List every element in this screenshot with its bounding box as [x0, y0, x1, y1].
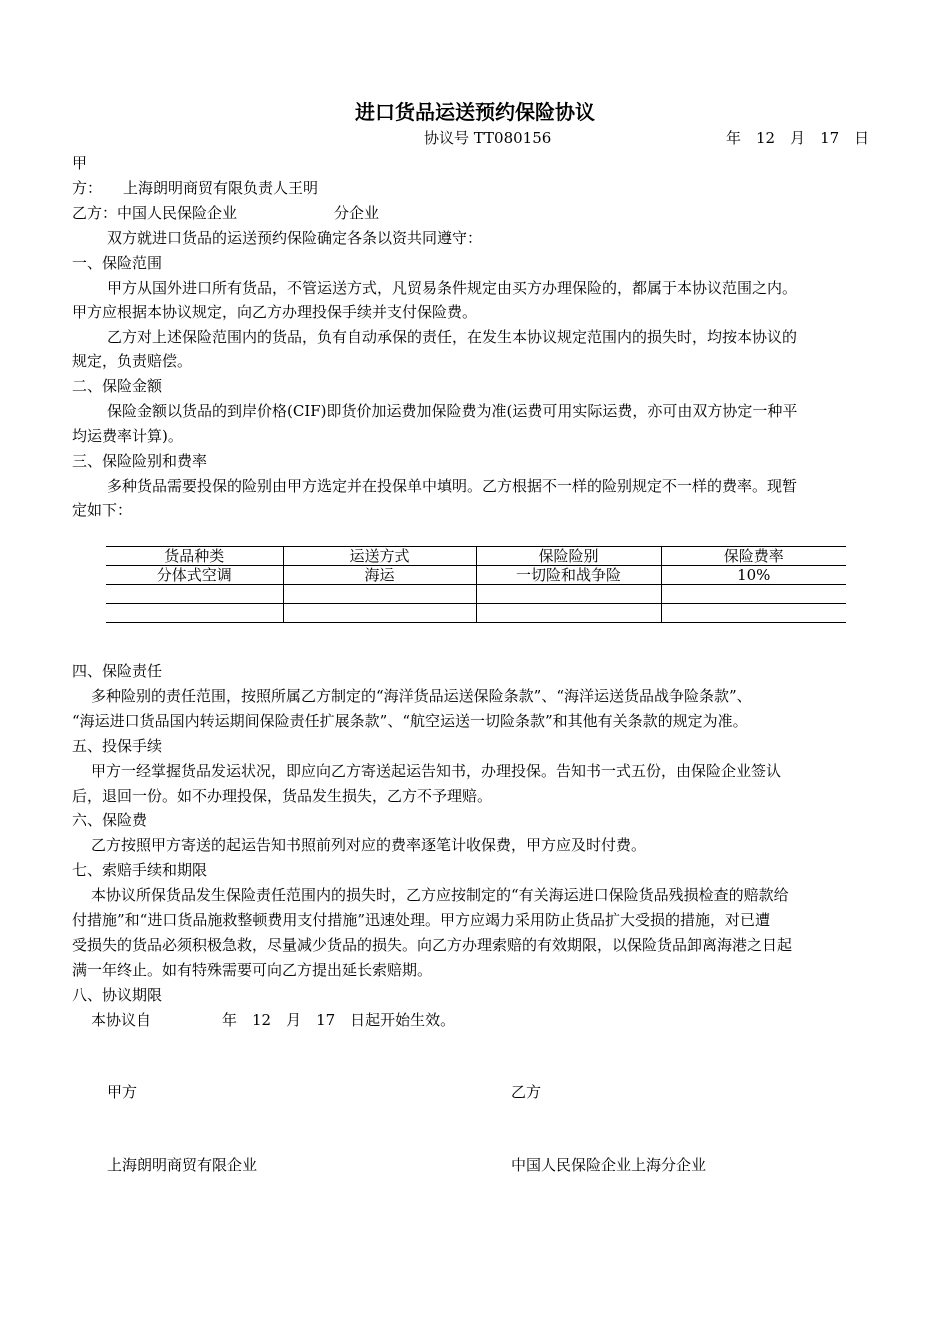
section-heading: 三、保险险别和费率 [72, 452, 208, 470]
paragraph-line: 乙方对上述保险范围内的货品，负有自动承保的责任，在发生本协议规定范围内的损失时，均按本协议的 [107, 328, 798, 346]
signature-party-b-label: 乙方 [511, 1083, 542, 1101]
paragraph-line: 本协议所保货品发生保险责任范围内的损失时，乙方应按制定的“有关海运进口保险货品残损检查的赔款给 [91, 886, 789, 904]
table-row [106, 604, 846, 623]
section-heading: 八、协议期限 [72, 986, 163, 1004]
section-heading: 一、保险范围 [72, 254, 163, 272]
signature-party-a-label: 甲方 [107, 1083, 138, 1101]
party-b-suffix: 分企业 [334, 204, 380, 222]
party-b-label: 乙方：中国人民保险企业 [72, 204, 238, 222]
table-header-cell: 货品种类 [106, 547, 283, 566]
table-cell [106, 585, 283, 604]
table-cell [661, 604, 846, 623]
effective-date-text: 年 12 月 17 日起开始生效。 [222, 1011, 456, 1029]
table-cell: 10% [661, 566, 846, 585]
table-cell: 海运 [283, 566, 476, 585]
signature-party-a-name: 上海朗明商贸有限企业 [107, 1156, 258, 1174]
table-cell [476, 585, 661, 604]
table-cell [106, 604, 283, 623]
insurance-rate-table [106, 546, 846, 623]
table-cell [661, 585, 846, 604]
paragraph-line: 均运费率计算)。 [72, 427, 183, 445]
paragraph-line: 满一年终止。如有特殊需要可向乙方提出延长索赔期。 [72, 961, 433, 979]
table-row [106, 585, 846, 604]
table-row [106, 566, 846, 585]
paragraph-line: 保险金额以货品的到岸价格(CIF)即货价加运费加保险费为准(运费可用实际运费，亦可由双方协定一种平 [107, 402, 798, 420]
paragraph-line: 定如下： [72, 501, 133, 519]
table-cell [283, 585, 476, 604]
intro-text: 双方就进口货品的运送预约保险确定各条以资共同遵守： [107, 229, 483, 247]
paragraph-line: 后，退回一份。如不办理投保，货品发生损失，乙方不予理赔。 [72, 787, 493, 805]
paragraph-line: 多种险别的责任范围，按照所属乙方制定的“海洋货品运送保险条款”、“海洋运送货品战争险条款”、 [91, 687, 752, 705]
table-cell [283, 604, 476, 623]
party-a-value: 上海朗明商贸有限负责人王明 [123, 179, 319, 197]
effective-text-start: 本协议自 [91, 1011, 152, 1029]
section-heading: 七、索赔手续和期限 [72, 861, 208, 879]
table-header-row [106, 547, 846, 566]
paragraph-line: 甲方应根据本协议规定，向乙方办理投保手续并支付保险费。 [72, 303, 478, 321]
table-header-cell: 保险费率 [661, 547, 846, 566]
section-heading: 二、保险金额 [72, 377, 163, 395]
agreement-date: 年 12 月 17 日 [726, 129, 870, 147]
paragraph-line: 付措施”和“进口货品施救整顿费用支付措施”迅速处理。甲方应竭力采用防止货品扩大受损的措施，对已遭 [72, 911, 771, 929]
table-header-cell: 运送方式 [283, 547, 476, 566]
paragraph-line: 甲方一经掌握货品发运状况，即应向乙方寄送起运告知书，办理投保。告知书一式五份，由保险企业签认 [91, 762, 782, 780]
section-heading: 四、保险责任 [72, 662, 163, 680]
section-heading: 六、保险费 [72, 811, 148, 829]
agreement-number: 协议号 TT080156 [424, 129, 552, 147]
paragraph-line: 甲方从国外进口所有货品，不管运送方式，凡贸易条件规定由买方办理保险的，都属于本协议范围之内。 [107, 279, 798, 297]
table-cell: 分体式空调 [106, 566, 283, 585]
signature-party-b-name: 中国人民保险企业上海分企业 [511, 1156, 707, 1174]
paragraph-line: 乙方按照甲方寄送的起运告知书照前列对应的费率逐笔计收保费，甲方应及时付费。 [91, 836, 647, 854]
party-a-label-1: 甲 [72, 154, 88, 172]
paragraph-line: “海运进口货品国内转运期间保险责任扩展条款”、“航空运送一切险条款”和其他有关条款的规定为准。 [72, 712, 748, 730]
paragraph-line: 多种货品需要投保的险别由甲方选定并在投保单中填明。乙方根据不一样的险别规定不一样的费率。现暂 [107, 477, 798, 495]
section-heading: 五、投保手续 [72, 737, 163, 755]
paragraph-line: 受损失的货品必须积极急救，尽量减少货品的损失。向乙方办理索赔的有效期限，以保险货品卸离海港之日起 [72, 936, 793, 954]
table-cell [476, 604, 661, 623]
table-cell: 一切险和战争险 [476, 566, 661, 585]
party-a-label-2: 方： [72, 179, 103, 197]
document-title: 进口货品运送预约保险协议 [355, 100, 595, 124]
table-header-cell: 保险险别 [476, 547, 661, 566]
paragraph-line: 规定，负责赔偿。 [72, 352, 193, 370]
